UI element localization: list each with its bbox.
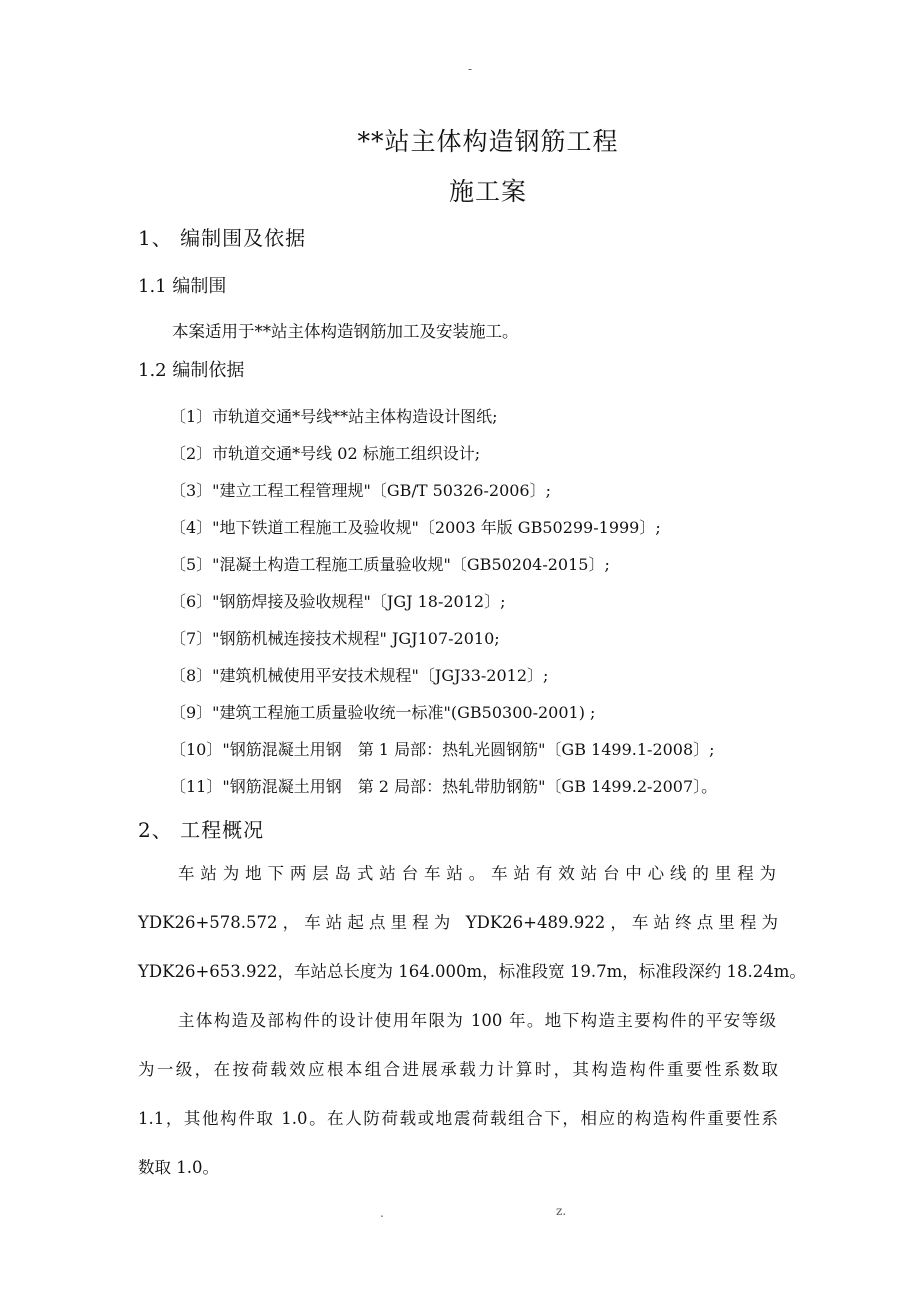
reference-item: 〔3〕"建立工程工程管理规"〔GB/T 50326-2006〕; [170,481,552,500]
reference-item: 〔10〕"钢筋混凝土用钢 第 1 局部：热轧光圆钢筋"〔GB 1499.1-2008〕; [170,740,715,759]
reference-item: 〔2〕市轨道交通*号线 02 标施工组织设计; [170,444,481,463]
overview-paragraph-1-line: YDK26+653.922，车站总长度为 164.000m，标准段宽 19.7m，标准段深约 18.24m。 [138,962,806,981]
footer-left-mark: . [380,1206,384,1220]
reference-item: 〔11〕"钢筋混凝土用钢 第 2 局部：热轧带肋钢筋"〔GB 1499.2-2007〕。 [170,777,718,796]
reference-item: 〔5〕"混凝土构造工程施工质量验收规"〔GB50204-2015〕; [170,555,610,574]
reference-item: 〔6〕"钢筋焊接及验收规程"〔JGJ 18-2012〕; [170,592,506,611]
overview-paragraph-1-line: YDK26+578.572，车站起点里程为 YDK26+489.922，车站终点里程为 [138,913,778,932]
reference-item: 〔9〕"建筑工程施工质量验收统一标准"(GB50300-2001) ; [170,703,596,722]
reference-item: 〔1〕市轨道交通*号线**站主体构造设计图纸; [170,407,498,426]
overview-paragraph-2-line: 数取 1.0。 [138,1158,219,1177]
section-1-2-heading: 1.2 编制依据 [138,360,245,381]
footer-right-mark: z. [556,1204,567,1218]
overview-paragraph-2-line: 为一级，在按荷载效应根本组合进展承载力计算时，其构造构件重要性系数取 [138,1060,778,1079]
overview-paragraph-2-line: 1.1，其他构件取 1.0。在人防荷载或地震荷载组合下，相应的构造构件重要性系 [138,1109,778,1128]
reference-item: 〔7〕"钢筋机械连接技术规程" JGJ107-2010; [170,629,500,648]
document-subtitle: 施工案 [448,177,527,206]
reference-item: 〔4〕"地下铁道工程施工及验收规"〔2003 年版 GB50299-1999〕; [170,518,661,537]
header-mark: - [468,62,473,76]
section-1-heading: 1、 编制围及依据 [138,226,307,250]
overview-paragraph-2-line: 主体构造及部构件的设计使用年限为 100 年。地下构造主要构件的平安等级 [178,1011,776,1030]
overview-paragraph-1-line: 车站为地下两层岛式站台车站。车站有效站台中心线的里程为 [178,864,776,883]
document-title: **站主体构造钢筋工程 [357,127,619,156]
section-2-heading: 2、 工程概况 [138,818,265,842]
section-1-1-heading: 1.1 编制围 [138,276,227,297]
reference-item: 〔8〕"建筑机械使用平安技术规程"〔JGJ33-2012〕; [170,666,549,685]
section-1-1-text: 本案适用于**站主体构造钢筋加工及安装施工。 [172,322,519,341]
